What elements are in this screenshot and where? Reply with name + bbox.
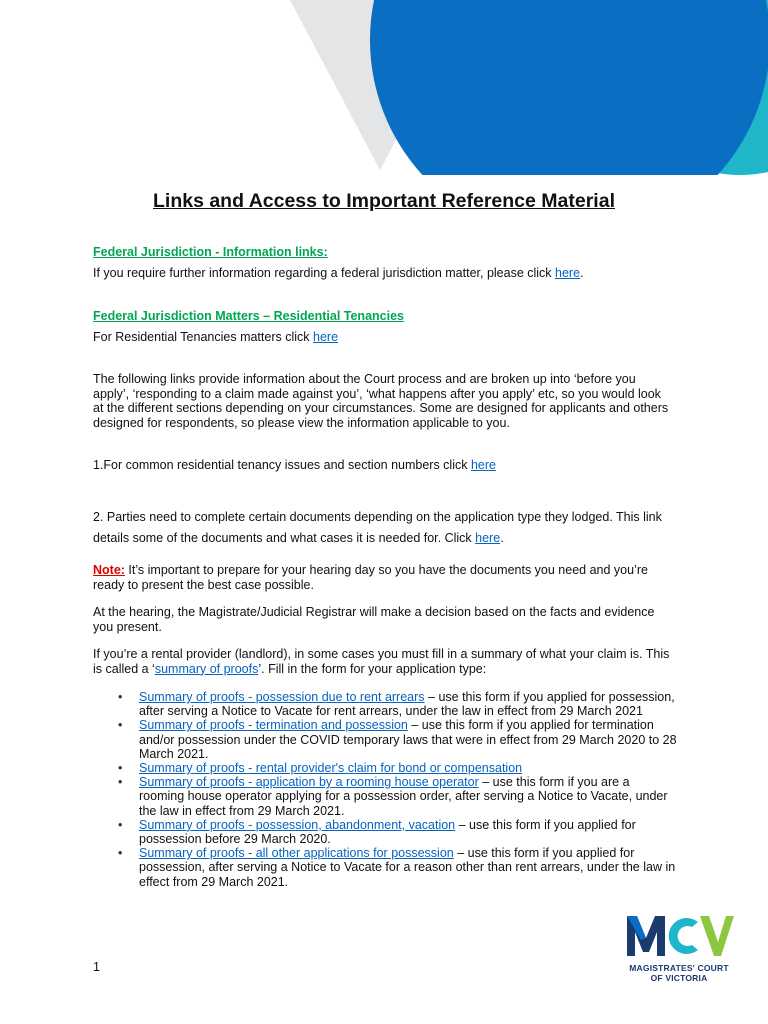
federal-info-paragraph: If you require further information regarding a federal jurisdiction matter, please click here. [93, 266, 584, 280]
list-item: • Summary of proofs - termination and possession – use this form if you applied for termination and/or possession under the COVID temporary laws that were in effect from 29 March 2020 to 28 March 2021. [118, 718, 677, 761]
list-item: • Summary of proofs - possession, abandonment, vacation – use this form if you applied for possession before 29 March 2020. [118, 817, 636, 847]
intro-paragraph: The following links provide information about the Court process and are broken up into ‘before you apply’, ‘responding to a claim made against you’, ‘what happens after you apply’ etc, so you would look at the different sections depending on your circumstances. Some are designed for applicants and others designed for respondents, so please view the information applicable to you. [93, 372, 669, 430]
federal-tenancies-paragraph: For Residential Tenancies matters click here [93, 330, 339, 344]
rental-provider-paragraph: If you’re a rental provider (landlord), in some cases you must fill in a summary of what your claim is. This is called a ‘summary of proofs’. Fill in the form for your application type: [93, 647, 670, 676]
page-title: Links and Access to Important Reference Material [152, 190, 615, 212]
list-item: • Summary of proofs - application by a rooming house operator – use this form if you are a rooming house operator applying for a possession order, after serving a Notice to Vacate, under the law in effect from 29 March 2021. [118, 775, 668, 818]
hearing-paragraph: At the hearing, the Magistrate/Judicial Registrar will make a decision based on the facts and evidence you present. [93, 605, 655, 634]
federal-tenancies-heading: Federal Jurisdiction Matters – Residential Tenancies [93, 309, 404, 323]
bullet-icon: • [118, 846, 123, 861]
summary-forms-list [118, 690, 678, 889]
list-item: • Summary of proofs - all other applications for possession – use this form if you applied for possession, after serving a Notice to Vacate for a reason other than rent arrears, under the law in effect from 29 March 2021. [118, 846, 676, 889]
tenancy-issues-paragraph: 1.For common residential tenancy issues and section numbers click here [93, 458, 496, 472]
mcv-logo-icon [624, 910, 734, 958]
tenancy-issues-link[interactable]: here [470, 458, 496, 472]
bullet-icon: • [118, 817, 123, 832]
bullet-icon: • [118, 690, 123, 704]
header-decoration [0, 0, 768, 175]
note-label: Note: [93, 563, 125, 577]
form-link-rooming-house[interactable]: Summary of proofs - application by a rooming house operator [139, 775, 479, 790]
summary-of-proofs-link[interactable]: summary of proofs [154, 661, 259, 676]
federal-tenancies-link[interactable]: here [313, 330, 339, 344]
federal-info-heading: Federal Jurisdiction - Information links: [93, 245, 328, 259]
logo-line-2: OF VICTORIA [650, 973, 708, 983]
bullet-icon: • [118, 761, 123, 776]
page-number: 1 [93, 960, 100, 974]
federal-info-link[interactable]: here [555, 266, 581, 280]
documents-paragraph: 2. Parties need to complete certain documents depending on the application type they lodged. This link details some of the documents and what cases it is needed for. Click here. [93, 510, 662, 545]
list-item [118, 761, 678, 775]
logo-line-1: MAGISTRATES' COURT [629, 963, 729, 973]
form-link-termination[interactable]: Summary of proofs - termination and possession [139, 718, 408, 733]
form-link-bond[interactable]: Summary of proofs - rental provider's claim for bond or compensation [139, 761, 523, 776]
note-paragraph: Note: It’s important to prepare for your hearing day so you have the documents you need and you’re ready to present the best case possible. [93, 563, 648, 592]
bullet-icon: • [118, 718, 123, 733]
form-link-other[interactable]: Summary of proofs - all other applications for possession [139, 846, 454, 861]
mcv-logo [624, 910, 734, 983]
bullet-icon: • [118, 775, 123, 790]
list-item: • Summary of proofs - possession due to rent arrears – use this form if you applied for possession, after serving a Notice to Vacate for rent arrears, under the law in effect from 29 March 2021 [118, 690, 675, 719]
form-link-abandonment[interactable]: Summary of proofs - possession, abandonment, vacation [139, 817, 456, 832]
form-link-rent-arrears[interactable]: Summary of proofs - possession due to rent arrears [139, 690, 425, 704]
documents-link[interactable]: here [475, 531, 501, 545]
